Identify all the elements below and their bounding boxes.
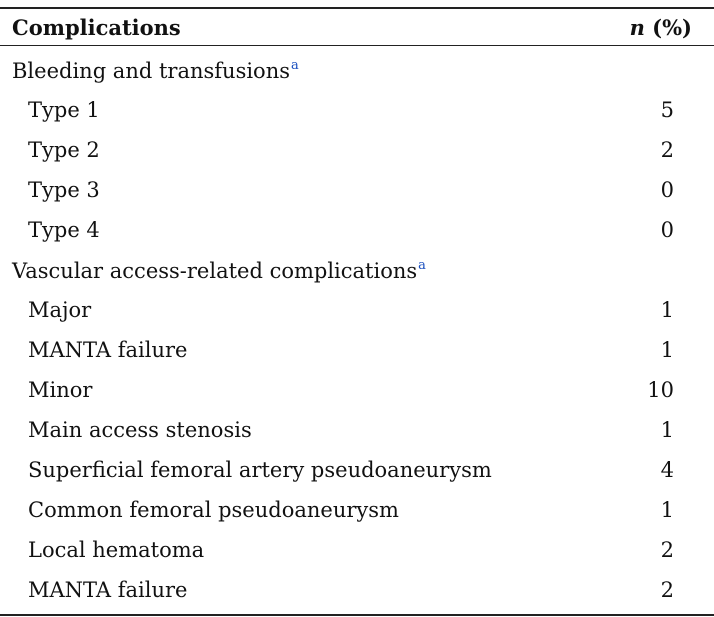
row-label: Type 3 bbox=[28, 178, 100, 202]
table-header bbox=[0, 12, 714, 44]
header-complications: Complications bbox=[12, 15, 181, 40]
row-label: Minor bbox=[28, 378, 93, 402]
row-label: Local hematoma bbox=[28, 538, 205, 562]
row-label: MANTA failure bbox=[28, 578, 188, 602]
table-row bbox=[0, 134, 714, 170]
top-rule bbox=[0, 7, 714, 9]
table-row bbox=[0, 294, 714, 330]
row-label: Superficial femoral artery pseudoaneurysm bbox=[28, 458, 492, 482]
header-rule bbox=[0, 45, 714, 46]
section-row-bleeding bbox=[0, 54, 714, 90]
table-row bbox=[0, 414, 714, 450]
table-row bbox=[0, 574, 714, 610]
row-value: 0 bbox=[660, 218, 674, 242]
bottom-rule bbox=[0, 614, 714, 616]
header-percent: (%) bbox=[644, 15, 692, 40]
row-value: 1 bbox=[660, 418, 674, 442]
row-value: 1 bbox=[660, 298, 674, 322]
row-label: Common femoral pseudoaneurysm bbox=[28, 498, 399, 522]
table-row bbox=[0, 174, 714, 210]
row-value: 10 bbox=[647, 378, 674, 402]
table-row bbox=[0, 454, 714, 490]
row-label: Type 4 bbox=[28, 218, 100, 242]
row-value: 5 bbox=[660, 98, 674, 122]
table-row bbox=[0, 494, 714, 530]
footnote-marker[interactable]: a bbox=[291, 58, 299, 73]
row-label: Type 2 bbox=[28, 138, 100, 162]
table-row bbox=[0, 334, 714, 370]
table-row bbox=[0, 214, 714, 250]
row-label: MANTA failure bbox=[28, 338, 188, 362]
row-value: 1 bbox=[660, 498, 674, 522]
row-label: Main access stenosis bbox=[28, 418, 252, 442]
section-row-vascular bbox=[0, 254, 714, 290]
row-value: 1 bbox=[660, 338, 674, 362]
row-value: 4 bbox=[660, 458, 674, 482]
row-value: 0 bbox=[660, 178, 674, 202]
section-title: Vascular access-related complications bbox=[12, 259, 418, 283]
row-value: 2 bbox=[660, 578, 674, 602]
row-value: 2 bbox=[660, 538, 674, 562]
row-label: Major bbox=[28, 298, 92, 322]
table-row bbox=[0, 534, 714, 570]
table-row bbox=[0, 374, 714, 410]
row-label: Type 1 bbox=[28, 98, 100, 122]
footnote-marker[interactable]: a bbox=[418, 258, 426, 273]
section-title: Bleeding and transfusions bbox=[12, 59, 291, 83]
row-value: 2 bbox=[660, 138, 674, 162]
header-n-percent bbox=[630, 15, 692, 40]
header-n: n bbox=[629, 15, 645, 40]
table-row bbox=[0, 94, 714, 130]
